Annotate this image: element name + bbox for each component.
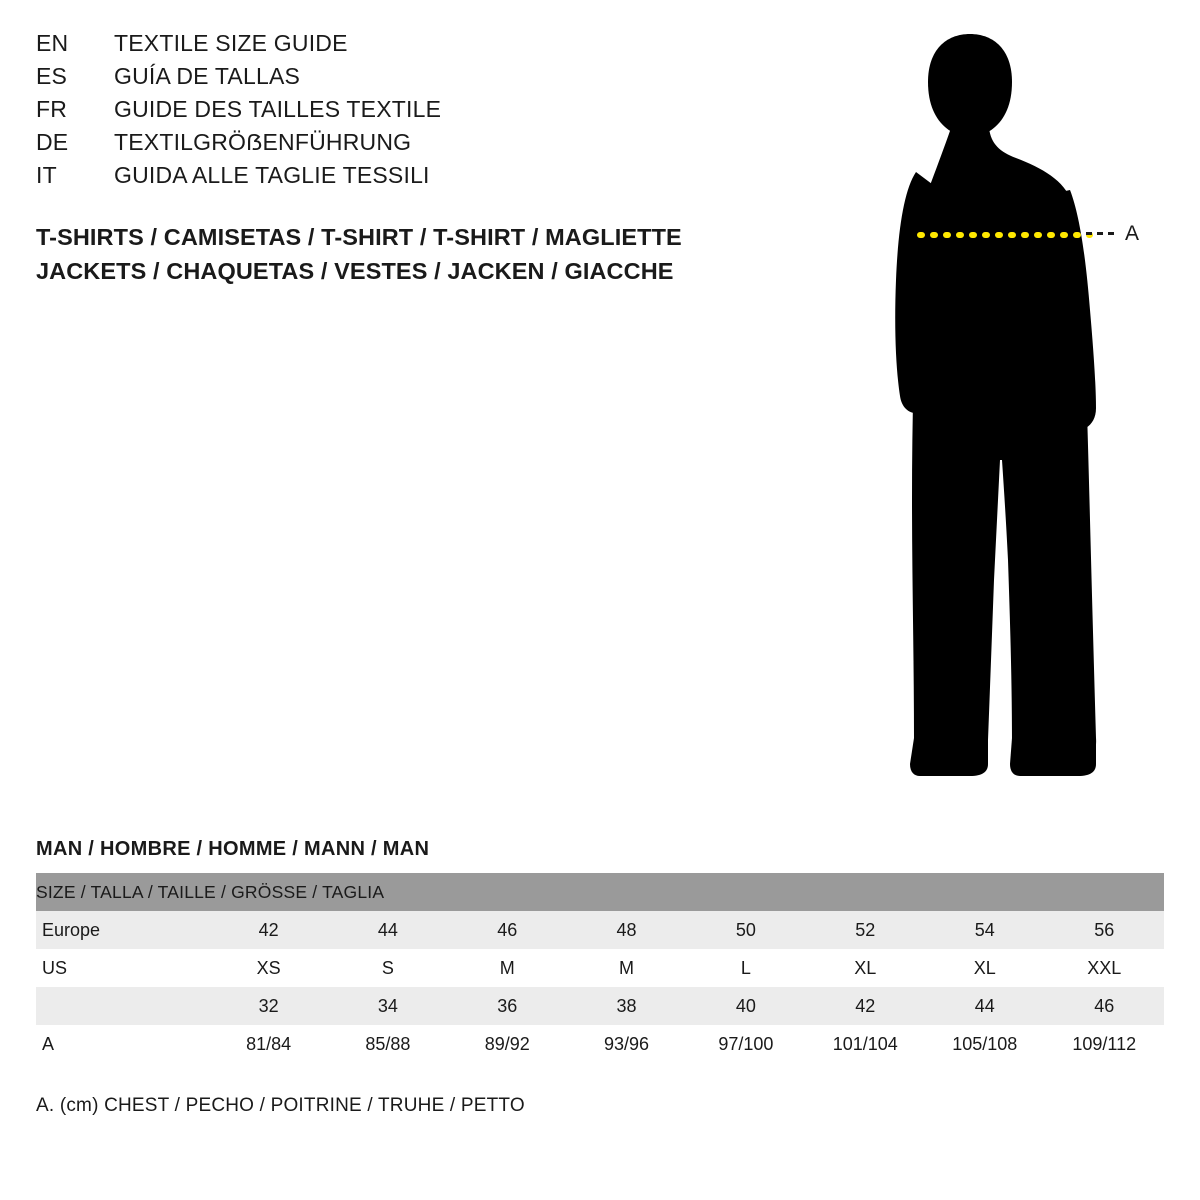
- row-label: Europe: [36, 911, 209, 949]
- cell: XXL: [1045, 949, 1164, 987]
- size-table-section: [36, 838, 1164, 1063]
- table-row: [36, 987, 1164, 1025]
- cell: 38: [567, 987, 686, 1025]
- measure-leader-line: [1086, 232, 1116, 235]
- cell: 34: [328, 987, 447, 1025]
- cell: 36: [448, 987, 567, 1025]
- size-table-header-label: SIZE / TALLA / TAILLE / GRÖSSE / TAGLIA: [36, 873, 1164, 911]
- language-text: TEXTILE SIZE GUIDE: [114, 30, 348, 56]
- table-row: [36, 949, 1164, 987]
- row-label: A: [36, 1025, 209, 1063]
- male-silhouette-illustration: [820, 20, 1180, 780]
- language-code: DE: [36, 129, 69, 155]
- row-label: US: [36, 949, 209, 987]
- cell: 40: [686, 987, 805, 1025]
- cell: 93/96: [567, 1025, 686, 1063]
- language-text: GUÍA DE TALLAS: [114, 63, 301, 89]
- row-label: [36, 987, 209, 1025]
- language-code: FR: [36, 96, 68, 122]
- cell: 85/88: [328, 1025, 447, 1063]
- footnote-chest-measure: A. (cm) CHEST / PECHO / POITRINE / TRUHE / PETTO: [36, 1095, 525, 1116]
- table-row: [36, 911, 1164, 949]
- language-code: EN: [36, 30, 69, 56]
- cell: XS: [209, 949, 328, 987]
- cell: 101/104: [806, 1025, 925, 1063]
- language-row: [36, 63, 756, 96]
- language-row: [36, 30, 756, 63]
- cell: 56: [1045, 911, 1164, 949]
- cell: 89/92: [448, 1025, 567, 1063]
- cell: 32: [209, 987, 328, 1025]
- category-line-tshirts: T-SHIRTS / CAMISETAS / T-SHIRT / T-SHIRT / MAGLIETTE: [36, 224, 682, 250]
- cell: 44: [328, 911, 447, 949]
- cell: 44: [925, 987, 1044, 1025]
- cell: 105/108: [925, 1025, 1044, 1063]
- cell: XL: [925, 949, 1044, 987]
- size-table: [36, 873, 1164, 1063]
- language-row: [36, 129, 756, 162]
- cell: XL: [806, 949, 925, 987]
- cell: 50: [686, 911, 805, 949]
- cell: 97/100: [686, 1025, 805, 1063]
- language-row: [36, 96, 756, 129]
- cell: 54: [925, 911, 1044, 949]
- category-headings: [36, 220, 836, 288]
- cell: 81/84: [209, 1025, 328, 1063]
- cell: 42: [209, 911, 328, 949]
- table-row: [36, 1025, 1164, 1063]
- language-list: [36, 30, 756, 195]
- cell: L: [686, 949, 805, 987]
- language-text: TEXTILGRÖẞENFÜHRUNG: [114, 129, 412, 155]
- cell: 109/112: [1045, 1025, 1164, 1063]
- cell: M: [448, 949, 567, 987]
- cell: 48: [567, 911, 686, 949]
- language-code: ES: [36, 63, 68, 89]
- cell: S: [328, 949, 447, 987]
- size-table-title: MAN / HOMBRE / HOMME / MANN / MAN: [36, 838, 430, 860]
- language-text: GUIDA ALLE TAGLIE TESSILI: [114, 162, 430, 188]
- cell: 42: [806, 987, 925, 1025]
- category-line-jackets: JACKETS / CHAQUETAS / VESTES / JACKEN / GIACCHE: [36, 258, 674, 284]
- language-code: IT: [36, 162, 57, 188]
- table-row-header: [36, 873, 1164, 911]
- measure-label-a: A: [1125, 222, 1140, 245]
- language-row: [36, 162, 756, 195]
- cell: 52: [806, 911, 925, 949]
- cell: 46: [448, 911, 567, 949]
- cell: M: [567, 949, 686, 987]
- cell: 46: [1045, 987, 1164, 1025]
- language-text: GUIDE DES TAILLES TEXTILE: [114, 96, 442, 122]
